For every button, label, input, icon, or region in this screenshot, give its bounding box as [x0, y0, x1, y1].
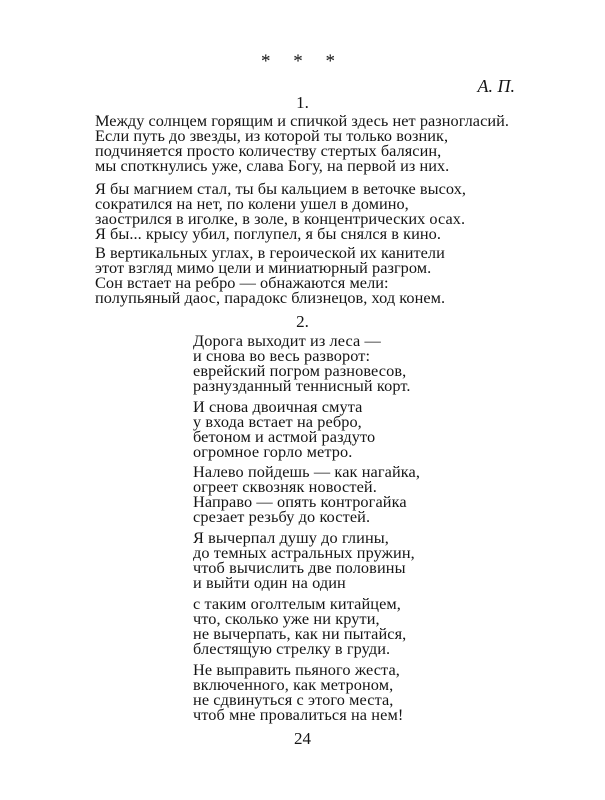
poem-line: Сон встает на ребро — обнажаются мели:: [95, 273, 389, 292]
poem-line: Если путь до звезды, из которой ты только возник,: [95, 126, 449, 145]
section-2-number: 2.: [296, 312, 309, 331]
poem-line: Я вычерпал душу до глины,: [193, 528, 389, 547]
poem-line: Между солнцем горящим и спичкой здесь нет разногласий.: [95, 111, 510, 130]
poem-line: не сдвинуться с этого места,: [193, 690, 394, 709]
poem-line: с таким оголтелым китайцем,: [193, 594, 401, 613]
section-2-stanza-6: [193, 662, 403, 722]
poem-line: этот взгляд мимо цели и миниатюрный разгром.: [95, 258, 432, 277]
poem-line: срезает резьбу до костей.: [193, 507, 371, 526]
poem-line: Я бы... крысу убил, поглупел, я бы снялся в кино.: [95, 224, 441, 243]
poem-line: у входа встает на ребро,: [193, 412, 362, 431]
poem-line: В вертикальных углах, в героической их канители: [95, 243, 445, 262]
poem-line: огреет сквозняк новостей.: [193, 477, 377, 496]
poem-line: полупьяный даос, парадокс близнецов, ход конем.: [95, 288, 446, 307]
section-separator: * * *: [261, 51, 344, 72]
poem-line: что, сколько уже ни крути,: [193, 609, 380, 628]
poem-line: мы споткнулись уже, слава Богу, на первой из них.: [95, 156, 450, 175]
poem-line: включенного, как метроном,: [193, 675, 394, 694]
poem-line: еврейский погром разновесов,: [193, 361, 407, 380]
poem-line: огромное горло метро.: [193, 442, 353, 461]
section-1-stanza-2: [95, 181, 466, 241]
poem-line: Налево пойдешь — как нагайка,: [193, 462, 421, 481]
poem-line: подчиняется просто количеству стертых балясин,: [95, 141, 442, 160]
poem-line: Я бы магнием стал, ты бы кальцием в веточке высох,: [95, 179, 467, 198]
poem-line: Не выправить пьяного жеста,: [193, 660, 400, 679]
section-2-stanza-5: [193, 596, 406, 656]
poem-line: до темных астральных пружин,: [193, 543, 415, 562]
section-2-stanza-3: [193, 464, 420, 524]
poem-line: бетоном и астмой раздуто: [193, 427, 376, 446]
poem-line: И снова двоичная смута: [193, 397, 363, 416]
poem-line: Направо — опять контрогайка: [193, 492, 407, 511]
poem-line: и снова во весь разворот:: [193, 346, 371, 365]
poem-line: сократился на нет, по колени ушел в домино,: [95, 194, 409, 213]
poem-line: разнузданный теннисный корт.: [193, 376, 411, 395]
page-number: 24: [294, 729, 311, 748]
section-2-stanza-4: [193, 530, 415, 590]
section-2-stanza-1: [193, 333, 411, 393]
poem-line: чтоб вычислить две половины: [193, 558, 406, 577]
section-1-number: 1.: [296, 93, 309, 112]
section-1-stanza-1: [95, 113, 509, 173]
poem-line: и выйти один на один: [193, 573, 346, 592]
poem-line: не вычерпать, как ни пытайся,: [193, 624, 407, 643]
section-2-stanza-2: [193, 399, 375, 459]
dedication: А. П.: [477, 76, 515, 96]
poem-line: заострился в иголке, в золе, в концентрических осах.: [95, 209, 466, 228]
section-1-stanza-3: [95, 245, 445, 305]
poem-line: блестящую стрелку в груди.: [193, 639, 391, 658]
poem-line: Дорога выходит из леса —: [193, 331, 381, 350]
poem-line: чтоб мне провалиться на нем!: [193, 705, 404, 724]
